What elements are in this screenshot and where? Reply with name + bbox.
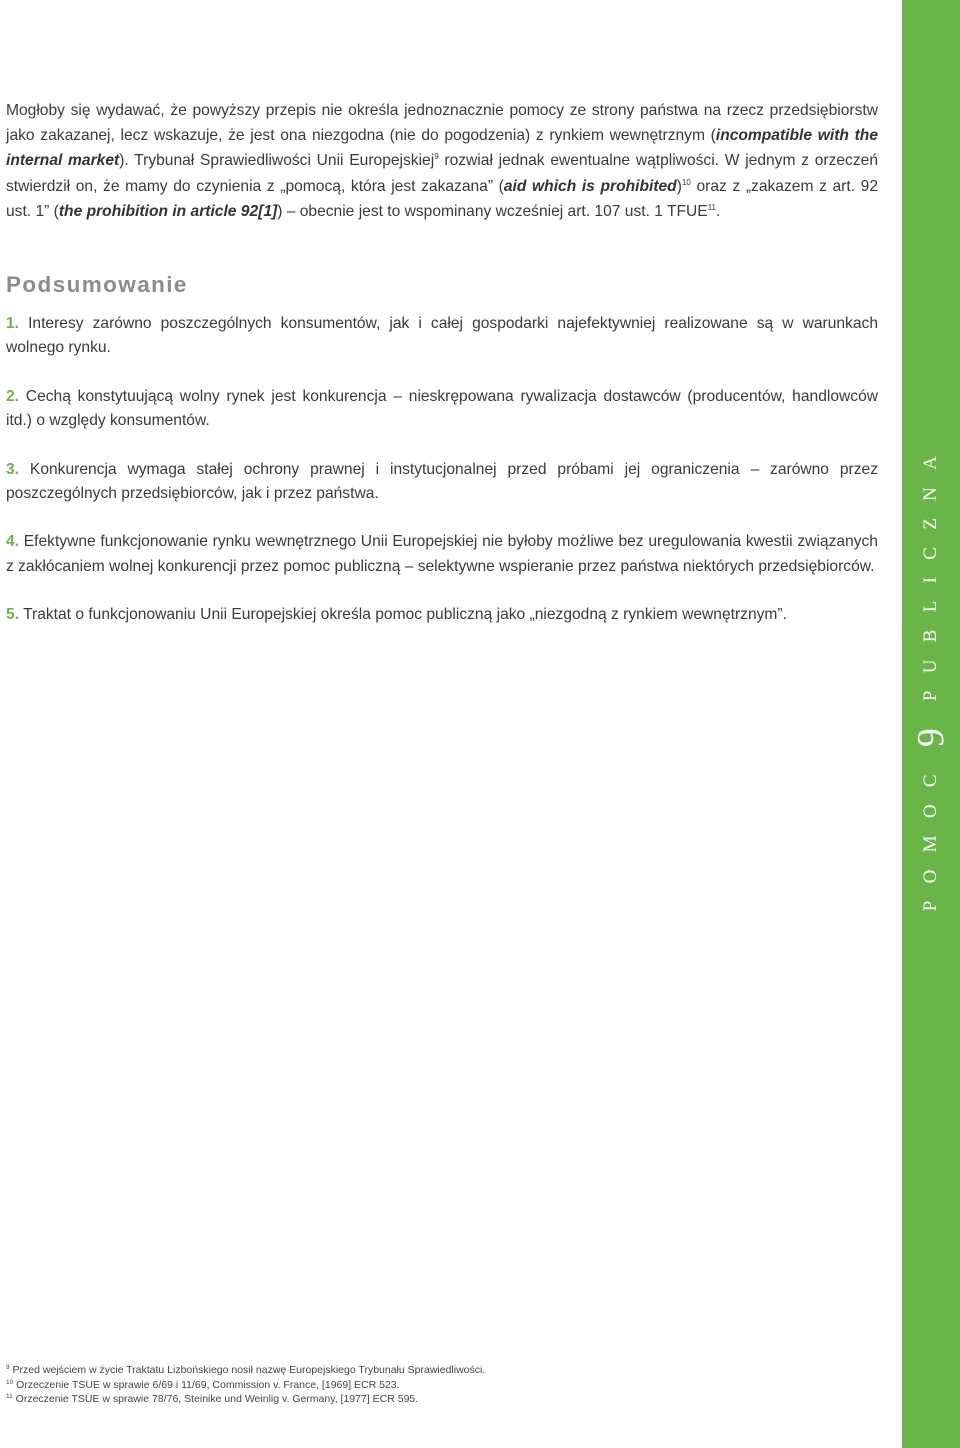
- item-number: 2.: [6, 387, 20, 405]
- summary-item-1: [6, 312, 878, 361]
- body-paragraph: [6, 98, 878, 224]
- footnote-9: [6, 1363, 706, 1378]
- paragraph-text: rozwiał jednak ewentualne wątpliwości. W jednym z orzeczeń stwierdził on, że mamy do czynienia z „pomocą, która jest zakazana” (: [6, 152, 878, 195]
- paragraph-text: ): [676, 177, 682, 195]
- section-heading: Podsumowanie: [6, 272, 188, 298]
- paragraph-text: oraz z „zakazem z art. 92 ust. 1” (: [6, 177, 878, 220]
- item-number: 4.: [6, 533, 20, 551]
- paragraph-emphasis: aid which is prohibited: [503, 177, 677, 195]
- section-sidebar: [902, 0, 960, 1448]
- paragraph-text: ) – obecnie jest to wspominany wcześniej art. 107 ust. 1 TFUE: [277, 202, 708, 220]
- item-number: 5.: [6, 606, 20, 624]
- footnote-number: 9: [6, 1364, 10, 1371]
- sidebar-title: [909, 439, 953, 911]
- item-text: Traktat o funkcjonowaniu Unii Europejskiej określa pomoc publiczną jako „niezgodną z rynkiem wewnętrznym”.: [19, 606, 787, 624]
- item-number: 3.: [6, 460, 20, 478]
- footnote-text: Orzeczenie TSUE w sprawie 78/76, Steinike und Weinlig v. Germany, [1977] ECR 595.: [12, 1393, 419, 1405]
- footnotes: [6, 1363, 706, 1407]
- footnote-ref-9: 9: [434, 152, 439, 162]
- item-number: 1.: [6, 315, 20, 333]
- sidebar-word-publiczna: PUBLICZNA: [920, 438, 941, 702]
- footnote-ref-10: 10: [681, 177, 691, 187]
- summary-item-5: [6, 603, 878, 627]
- summary-item-4: [6, 530, 878, 579]
- paragraph-text: ). Trybunał Sprawiedliwości Unii Europejskiej: [119, 152, 435, 170]
- chapter-number: 9: [910, 728, 952, 748]
- footnote-ref-11: 11: [707, 202, 716, 212]
- item-text: Cechą konstytuującą wolny rynek jest konkurencja – nieskrępowana rywalizacja dostawców (producentów, handlowców itd.) o względy konsumentów.: [6, 387, 878, 430]
- footnote-11: [6, 1392, 706, 1407]
- item-text: Konkurencja wymaga stałej ochrony prawnej i instytucjonalnej przed próbami jej ograniczenia – zarówno przez poszczególnych przedsiębiorców, jak i przez państwa.: [6, 460, 878, 503]
- footnote-text: Przed wejściem w życie Traktatu Lizbońskiego nosił nazwę Europejskiego Trybunału Sprawiedliwości.: [9, 1364, 486, 1376]
- paragraph-emphasis: the prohibition in article 92[1]: [58, 202, 278, 220]
- summary-item-3: [6, 458, 878, 507]
- item-text: Efektywne funkcjonowanie rynku wewnętrznego Unii Europejskiej nie byłoby możliwe bez uregulowania kwestii związanych z zakłócaniem wolnej konkurencji przez pomoc publiczną – selektywne wspieranie przez państwa niektórych przedsiębiorców.: [6, 533, 878, 575]
- sidebar-word-pomoc: POMOC: [920, 757, 941, 912]
- footnote-10: [6, 1378, 706, 1393]
- footnote-text: Orzeczenie TSUE w sprawie 6/69 i 11/69, Commission v. France, [1969] ECR 523.: [13, 1378, 400, 1391]
- footnote-number: 10: [6, 1378, 14, 1386]
- footnote-number: 11: [6, 1393, 13, 1400]
- item-text: Interesy zarówno poszczególnych konsumentów, jak i całej gospodarki najefektywniej realizowane są w warunkach wolnego rynku.: [6, 315, 878, 357]
- main-content: [6, 98, 878, 652]
- paragraph-text: Mogłoby się wydawać, że powyższy przepis nie określa jednoznacznie pomocy ze strony państwa na rzecz przedsiębiorstw jako zakazanej, lecz wskazuje, że jest ona niezgodna (nie do pogodzenia) z rynkiem wewnętrznym (: [6, 102, 878, 145]
- paragraph-emphasis: incompatible with the internal market: [6, 127, 878, 170]
- paragraph-text: .: [716, 202, 721, 220]
- summary-item-2: [6, 385, 878, 434]
